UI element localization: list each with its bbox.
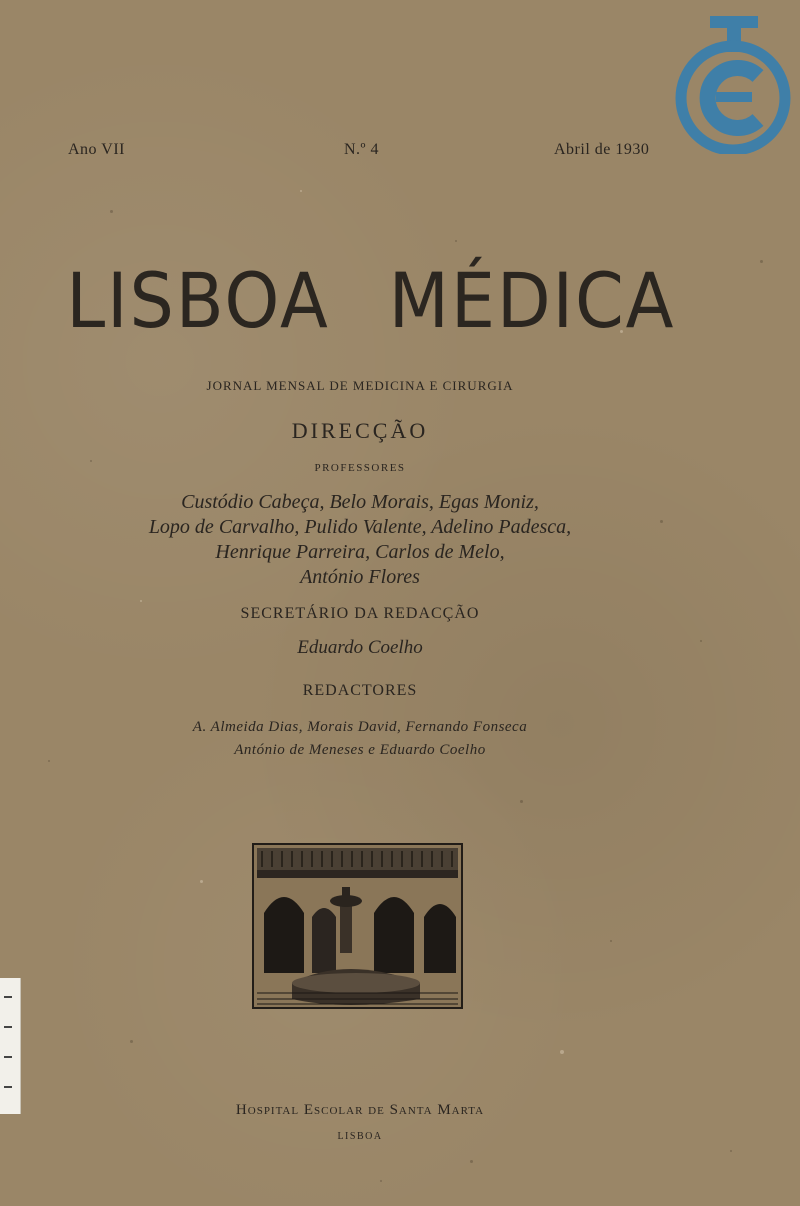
direction-heading: DIRECÇÃO [291, 418, 429, 443]
editors-line: António de Meneses e Eduardo Coelho [234, 742, 486, 758]
editors-heading: REDACTORES [302, 682, 418, 699]
journal-title: LISBOA MÉDICA [66, 256, 676, 345]
professors-heading: PROFESSORES [314, 462, 406, 474]
secretary-name: Eduardo Coelho [297, 637, 423, 658]
journal-subtitle: JORNAL MENSAL DE MEDICINA E CIRURGIA [206, 378, 514, 393]
publisher-name: Hospital Escolar de Santa Marta [235, 1102, 485, 1118]
editors-line: A. Almeida Dias, Morais David, Fernando Fonseca [192, 719, 528, 735]
professors-line: Lopo de Carvalho, Pulido Valente, Adelino Padesca, [148, 516, 572, 538]
issue-date: Abril de 1930 [554, 141, 650, 158]
issue-number: N.º 4 [344, 141, 380, 158]
professors-line: Custódio Cabeça, Belo Morais, Egas Moniz, [181, 491, 539, 513]
secretary-heading: SECRETÁRIO DA REDACÇÃO [240, 605, 480, 622]
professors-line: Henrique Parreira, Carlos de Melo, [215, 541, 505, 563]
professors-list [40, 490, 680, 590]
binding-tab [0, 978, 21, 1114]
professors-line: António Flores [300, 566, 420, 588]
volume-label: Ano VII [68, 141, 125, 158]
cloister-fountain-engraving [252, 843, 463, 1009]
publisher-city: LISBOA [337, 1131, 383, 1142]
editors-list [0, 716, 720, 762]
library-stamp-icon [672, 14, 794, 154]
